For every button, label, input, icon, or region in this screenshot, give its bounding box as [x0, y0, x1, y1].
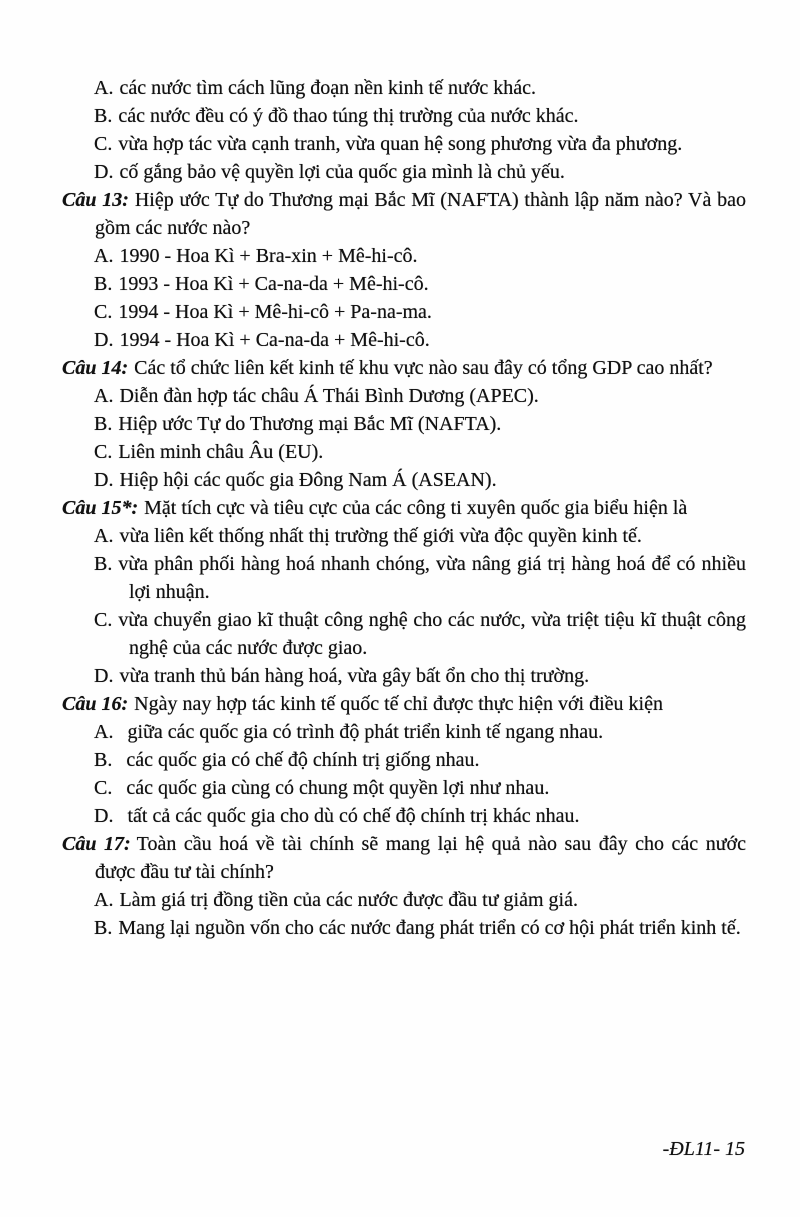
- question-text: Mặt tích cực và tiêu cực của các công ti xuyên quốc gia biểu hiện là: [144, 497, 688, 519]
- carryover-option-c: [94, 130, 746, 158]
- option-letter: B.: [94, 917, 113, 939]
- option-letter: C.: [94, 609, 113, 631]
- question-13-option-a: [94, 242, 746, 270]
- page-content: [62, 74, 746, 942]
- option-letter: C.: [94, 301, 113, 323]
- carryover-option-a: [94, 74, 746, 102]
- option-letter: C.: [94, 133, 113, 155]
- option-letter: B.: [94, 273, 113, 295]
- question-number: Câu 14:: [62, 357, 129, 379]
- question-15-option-d: [94, 662, 746, 690]
- option-text: vừa hợp tác vừa cạnh tranh, vừa quan hệ song phương vừa đa phương.: [118, 133, 683, 155]
- question-16-option-b: [94, 746, 746, 774]
- option-letter: D.: [94, 161, 114, 183]
- option-letter: B.: [94, 413, 113, 435]
- question-14-option-b: [94, 410, 746, 438]
- question-text: Ngày nay hợp tác kinh tế quốc tế chỉ được thực hiện với điều kiện: [134, 693, 663, 715]
- option-text: cố gắng bảo vệ quyền lợi của quốc gia mình là chủ yếu.: [119, 161, 565, 183]
- question-13-option-d: [94, 326, 746, 354]
- option-letter: B.: [94, 749, 113, 771]
- question-number: Câu 13:: [62, 189, 129, 211]
- option-text: Liên minh châu Âu (EU).: [118, 441, 324, 463]
- question-text: Hiệp ước Tự do Thương mại Bắc Mĩ (NAFTA) thành lập năm nào? Và bao gồm các nước nào?: [95, 189, 746, 239]
- option-text: 1993 - Hoa Kì + Ca-na-da + Mê-hi-cô.: [118, 273, 429, 295]
- option-text: các quốc gia có chế độ chính trị giống nhau.: [126, 749, 480, 771]
- option-text: các nước đều có ý đồ thao túng thị trường của nước khác.: [118, 105, 579, 127]
- question-14-option-d: [94, 466, 746, 494]
- option-letter: D.: [94, 805, 114, 827]
- question-text: Toàn cầu hoá về tài chính sẽ mang lại hệ quả nào sau đây cho các nước được đầu tư tài chính?: [95, 833, 747, 883]
- option-text: vừa liên kết thống nhất thị trường thế giới vừa độc quyền kinh tế.: [119, 525, 642, 547]
- question-15-option-a: [94, 522, 746, 550]
- option-text: giữa các quốc gia có trình độ phát triển kinh tế ngang nhau.: [127, 721, 604, 743]
- option-text: 1994 - Hoa Kì + Mê-hi-cô + Pa-na-ma.: [118, 301, 432, 323]
- option-letter: D.: [94, 469, 114, 491]
- question-16: [62, 690, 746, 718]
- option-letter: A.: [94, 245, 114, 267]
- option-text: Diễn đàn hợp tác châu Á Thái Bình Dương (APEC).: [119, 385, 539, 407]
- option-letter: A.: [94, 385, 114, 407]
- option-letter: A.: [94, 721, 114, 743]
- question-13-option-c: [94, 298, 746, 326]
- question-16-option-c: [94, 774, 746, 802]
- question-number: Câu 16:: [62, 693, 129, 715]
- option-text: vừa phân phối hàng hoá nhanh chóng, vừa nâng giá trị hàng hoá để có nhiều lợi nhuận.: [118, 553, 746, 603]
- question-number: Câu 17:: [62, 833, 131, 855]
- question-17-option-a: [94, 886, 746, 914]
- option-text: Làm giá trị đồng tiền của các nước được đầu tư giảm giá.: [119, 889, 578, 911]
- option-text: Mang lại nguồn vốn cho các nước đang phát triển có cơ hội phát triển kinh tế.: [118, 917, 741, 939]
- question-16-option-d: [94, 802, 746, 830]
- question-text: Các tổ chức liên kết kinh tế khu vực nào sau đây có tổng GDP cao nhất?: [134, 357, 713, 379]
- carryover-option-b: [94, 102, 746, 130]
- option-text: tất cả các quốc gia cho dù có chế độ chính trị khác nhau.: [127, 805, 580, 827]
- question-13-option-b: [94, 270, 746, 298]
- option-letter: A.: [94, 525, 114, 547]
- carryover-option-d: [94, 158, 746, 186]
- option-letter: D.: [94, 665, 114, 687]
- option-text: Hiệp ước Tự do Thương mại Bắc Mĩ (NAFTA).: [118, 413, 502, 435]
- question-16-option-a: [94, 718, 746, 746]
- question-14-option-c: [94, 438, 746, 466]
- option-letter: A.: [94, 889, 114, 911]
- option-text: các quốc gia cùng có chung một quyền lợi như nhau.: [126, 777, 550, 799]
- option-text: vừa chuyển giao kĩ thuật công nghệ cho các nước, vừa triệt tiệu kĩ thuật công nghệ của các nước được giao.: [118, 609, 746, 659]
- question-15-option-b: [94, 550, 746, 606]
- question-17: [62, 830, 746, 886]
- option-text: 1994 - Hoa Kì + Ca-na-da + Mê-hi-cô.: [119, 329, 430, 351]
- option-letter: C.: [94, 777, 113, 799]
- question-13: [62, 186, 746, 242]
- option-text: 1990 - Hoa Kì + Bra-xin + Mê-hi-cô.: [119, 245, 418, 267]
- option-text: các nước tìm cách lũng đoạn nền kinh tế nước khác.: [119, 77, 537, 99]
- option-text: vừa tranh thủ bán hàng hoá, vừa gây bất ổn cho thị trường.: [119, 665, 590, 687]
- page-footer: -ĐL11- 15: [662, 1138, 745, 1160]
- option-letter: B.: [94, 553, 113, 575]
- option-text: Hiệp hội các quốc gia Đông Nam Á (ASEAN).: [119, 469, 497, 491]
- question-number: Câu 15*:: [62, 497, 139, 519]
- question-15: [62, 494, 746, 522]
- option-letter: C.: [94, 441, 113, 463]
- option-letter: D.: [94, 329, 114, 351]
- question-15-option-c: [94, 606, 746, 662]
- question-14-option-a: [94, 382, 746, 410]
- option-letter: A.: [94, 77, 114, 99]
- question-17-option-b: [94, 914, 746, 942]
- question-14: [62, 354, 746, 382]
- option-letter: B.: [94, 105, 113, 127]
